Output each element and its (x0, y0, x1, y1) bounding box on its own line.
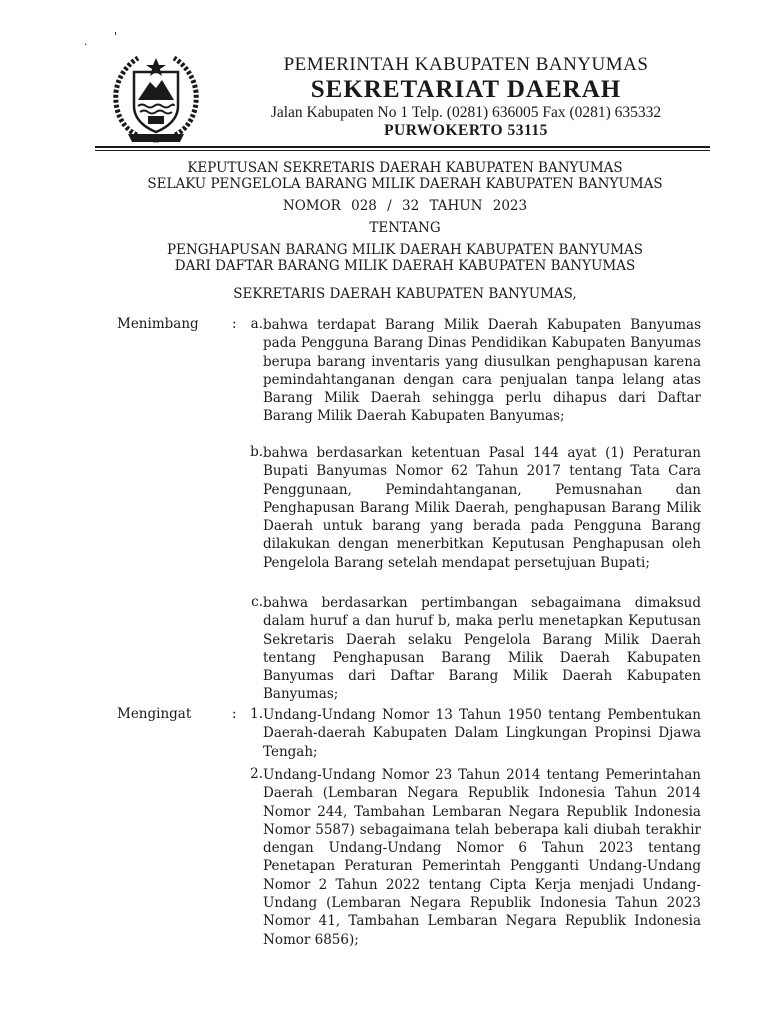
section-label-mengingat: Mengingat (117, 706, 192, 722)
decree-number: NOMOR 028 / 32 TAHUN 2023 (282, 198, 528, 214)
item-marker: 1. (250, 706, 263, 722)
item-marker: c. (251, 594, 263, 610)
decree-subject-line1: PENGHAPUSAN BARANG MILIK DAERAH KABUPATEN BANYUMAS (166, 242, 644, 258)
decree-issuer: SEKRETARIS DAERAH KABUPATEN BANYUMAS, (233, 286, 577, 302)
decree-title-line1: KEPUTUSAN SEKRETARIS DAERAH KABUPATEN BANYUMAS (187, 160, 623, 176)
scan-speck: ' (114, 30, 118, 43)
letterhead-government: PEMERINTAH KABUPATEN BANYUMAS (283, 54, 649, 75)
decree-subject-line2: DARI DAFTAR BARANG MILIK DAERAH KABUPATEN BANYUMAS (174, 258, 636, 274)
list-item: bahwa terdapat Barang Milik Daerah Kabupaten Banyumas pada Pengguna Barang Dinas Pendidikan Kabupaten Banyumas berupa barang inventaris yang diusulkan penghapusan karena pemindahtanganan dengan cara penjualan tanpa lelang atas Barang Milik Daerah sehingga perlu dihapus dari Daftar Barang Milik Daerah Kabupaten Banyumas; (263, 317, 701, 425)
banyumas-regency-emblem-icon (108, 50, 204, 146)
decree-about: TENTANG (369, 220, 441, 236)
list-item: Undang-Undang Nomor 13 Tahun 1950 tentang Pembentukan Daerah-daerah Kabupaten Dalam Lingkungan Propinsi Djawa Tengah; (263, 707, 701, 760)
item-marker: 2. (250, 766, 263, 782)
letterhead-rule (95, 146, 710, 148)
letterhead-address: Jalan Kabupaten No 1 Telp. (0281) 636005 Fax (0281) 635332 (270, 104, 662, 121)
item-marker: a. (250, 316, 263, 332)
list-item: bahwa berdasarkan pertimbangan sebagaimana dimaksud dalam huruf a dan huruf b, maka perlu menetapkan Keputusan Sekretaris Daerah selaku Pengelola Barang Milik Daerah tentang Penghapusan Barang Milik Daerah Kabupaten Banyumas dari Daftar Barang Milik Daerah Kabupaten Banyumas; (263, 595, 701, 703)
decree-title-line2: SELAKU PENGELOLA BARANG MILIK DAERAH KABUPATEN BANYUMAS (147, 176, 663, 192)
section-colon: : (232, 706, 237, 722)
item-marker: b. (250, 444, 263, 460)
scan-speck: · (84, 38, 88, 51)
section-colon: : (232, 316, 237, 332)
list-item: Undang-Undang Nomor 23 Tahun 2014 tentang Pemerintahan Daerah (Lembaran Negara Republik Indonesia Tahun 2014 Nomor 244, Tambahan Lembaran Negara Republik Indonesia Nomor 5587) sebagaimana telah beberapa kali diubah terakhir dengan Undang-Undang Nomor 6 Tahun 2023 tentang Penetapan Peraturan Pemerintah Pengganti Undang-Undang Nomor 2 Tahun 2022 tentang Cipta Kerja menjadi Undang-Undang (Lembaran Negara Republik Indonesia Tahun 2023 Nomor 41, Tambahan Lembaran Negara Republik Indonesia Nomor 6856); (263, 767, 701, 948)
letterhead-office: SEKRETARIAT DAERAH (310, 76, 622, 103)
section-label-menimbang: Menimbang (117, 316, 199, 332)
list-item: bahwa berdasarkan ketentuan Pasal 144 ayat (1) Peraturan Bupati Banyumas Nomor 62 Tahun 2017 tentang Tata Cara Penggunaan, Pemindahtanganan, Pemusnahan dan Penghapusan Barang Milik Daerah, penghapusan Barang Milik Daerah untuk barang yang berada pada Pengguna Barang dilakukan dengan menerbitkan Keputusan Penghapusan oleh Pengelola Barang setelah mendapat persetujuan Bupati; (263, 445, 701, 571)
letterhead-city: PURWOKERTO 53115 (384, 122, 548, 139)
letterhead-rule-thin (95, 150, 710, 151)
